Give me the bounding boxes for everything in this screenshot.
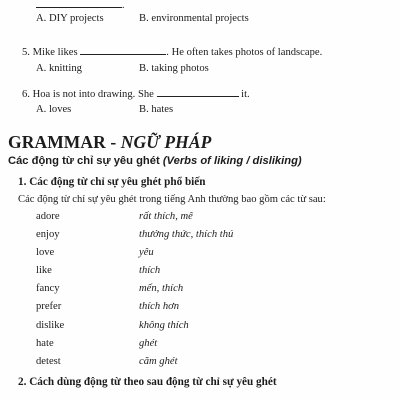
question-text-post: it. xyxy=(241,89,250,100)
question-5 xyxy=(22,45,322,58)
option-b-prev: B. environmental projects xyxy=(139,13,249,24)
verb-vi: không thích xyxy=(139,320,189,331)
verb-vi: rất thích, mê xyxy=(139,211,193,222)
option-b-6: B. hates xyxy=(139,104,174,115)
subheading-vi: Các động từ chỉ sự yêu ghét xyxy=(8,155,163,167)
question-text-pre: Hoa is not into drawing. She xyxy=(32,89,154,100)
verb-en: love xyxy=(36,247,55,258)
verb-vi: thích hơn xyxy=(139,301,180,312)
verb-vi: thưởng thức, thích thú xyxy=(139,229,234,240)
verb-en: adore xyxy=(36,211,60,222)
grammar-heading xyxy=(8,132,211,153)
grammar-subheading xyxy=(8,155,302,167)
answer-blank-6[interactable] xyxy=(157,87,239,97)
option-b-5: B. taking photos xyxy=(139,63,209,74)
answer-blank-prev[interactable] xyxy=(36,7,122,8)
question-text-pre: Mike likes xyxy=(32,47,78,58)
verb-en: prefer xyxy=(36,301,62,312)
verb-en: dislike xyxy=(36,320,65,331)
question-6 xyxy=(22,87,250,100)
verb-en: detest xyxy=(36,356,61,367)
verb-vi: căm ghét xyxy=(139,356,178,367)
section-1-title: 1. Các động từ chỉ sự yêu ghét phổ biến xyxy=(18,176,206,188)
option-a-6: A. loves xyxy=(36,104,72,115)
answer-blank-5[interactable] xyxy=(80,45,166,55)
verb-vi: thích xyxy=(139,265,161,276)
verb-en: hate xyxy=(36,338,54,349)
question-number: 5. xyxy=(22,47,30,58)
grammar-heading-en: GRAMMAR - xyxy=(8,132,121,152)
section-2-title: 2. Cách dùng động từ theo sau động từ chỉ sự yêu ghét xyxy=(18,376,277,388)
question-text-post: . He often takes photos of landscape. xyxy=(166,47,323,58)
grammar-heading-vi: NGỮ PHÁP xyxy=(120,132,212,152)
verb-en: fancy xyxy=(36,283,60,294)
option-a-5: A. knitting xyxy=(36,63,82,74)
option-a-prev: A. DIY projects xyxy=(36,13,104,24)
verb-vi: yêu xyxy=(139,247,154,258)
verb-vi: mến, thích xyxy=(139,283,184,294)
prev-question-period: . xyxy=(122,0,125,11)
verb-en: enjoy xyxy=(36,229,60,240)
question-number: 6. xyxy=(22,89,30,100)
verb-vi: ghét xyxy=(139,338,158,349)
subheading-en: (Verbs of liking / disliking) xyxy=(162,155,302,167)
verb-en: like xyxy=(36,265,52,276)
section-1-intro: Các động từ chỉ sự yêu ghét trong tiếng Anh thường bao gồm các từ sau: xyxy=(18,194,326,205)
